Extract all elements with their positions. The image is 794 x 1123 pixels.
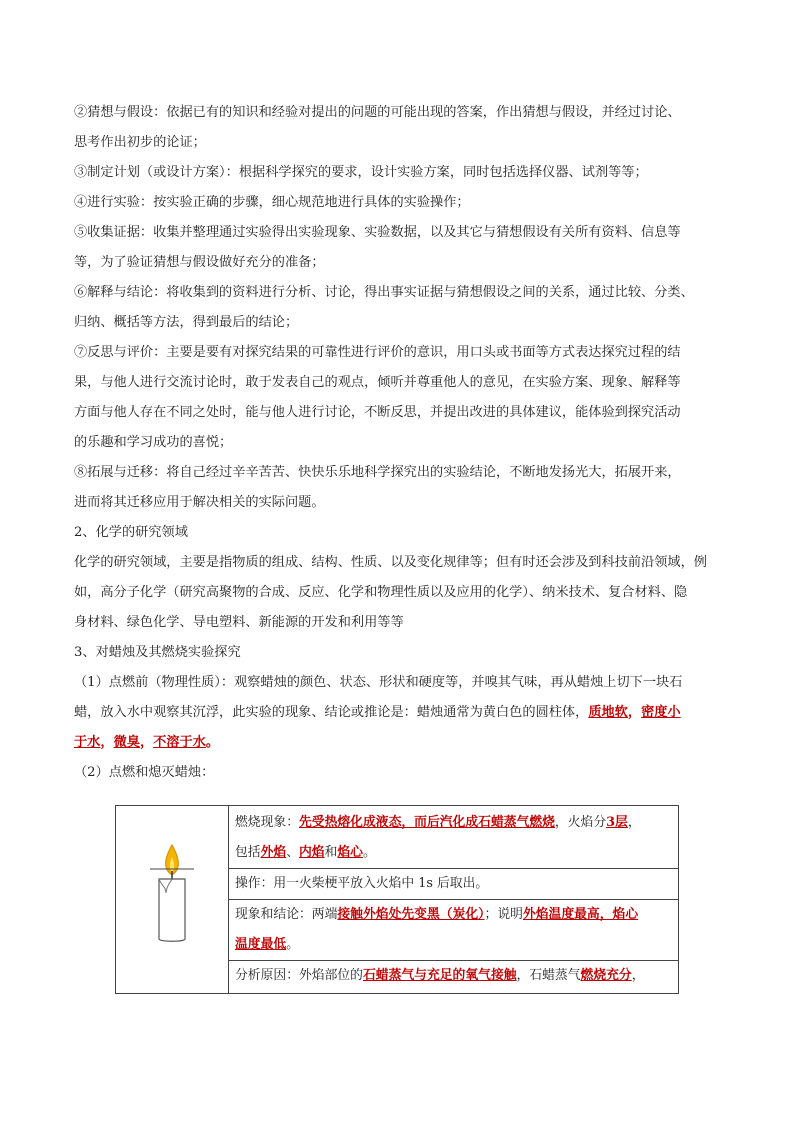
para-extend-2: 进而将其迁移应用于解决相关的实际问题。 [74, 495, 325, 510]
section-3-heading: 3、对蜡烛及其燃烧实验探究 [74, 645, 241, 660]
comma: ， [100, 735, 114, 750]
candle-observation-cell [229, 806, 679, 994]
answer-layers: 3层 [606, 815, 628, 830]
answer-smell: 微臭 [113, 735, 140, 750]
text: 。 [286, 937, 299, 952]
para-hypothesis-1: ②猜想与假设：依据已有的知识和经验对提出的问题的可能出现的答案，作出猜想与假设，并经过讨论、 [74, 105, 681, 120]
answer-inner-flame: 内焰 [298, 845, 325, 860]
para-plan: ③制定计划（或设计方案）：根据科学探究的要求，设计实验方案，同时包括选择仪器、试剂等等； [74, 165, 648, 180]
para-hypothesis-2: 思考作出初步的论证； [74, 135, 206, 150]
comma: ， [627, 705, 642, 720]
answer-density-b: 于水 [74, 735, 101, 750]
candle-image-cell [116, 806, 229, 994]
para-evidence-1: ⑤收集证据：收集并整理通过实验得出实验现象、实验数据，以及其它与猜想假设有关所有资料、信息等 [74, 225, 681, 240]
answer-full-burn: 燃烧充分 [580, 968, 632, 983]
sub-1-line-1: （1）点燃前（物理性质）：观察蜡烛的颜色、状态、形状和硬度等，并嗅其气味，再从蜡烛上切下一块石 [74, 675, 683, 690]
answer-outer-flame: 外焰 [260, 845, 287, 860]
candle-icon [142, 839, 202, 949]
text: 操作：用一火柴梗平放入火焰中 1s 后取出。 [235, 876, 489, 891]
sub-2-heading: （2）点燃和熄灭蜡烛： [74, 765, 215, 780]
section-2-line-3: 身材料、绿色化学、导电塑料、新能源的开发和利用等等 [74, 615, 404, 630]
text: ；说明 [484, 907, 523, 922]
section-2-line-1: 化学的研究领域，主要是指物质的组成、结构、性质、以及变化规律等；但有时还会涉及到科技前沿领域，例 [74, 555, 707, 570]
text: ，火焰分 [554, 815, 607, 830]
answer-char: 接触外焰处先变黑（炭化） [337, 907, 485, 922]
label: 现象和结论：两端 [235, 907, 338, 922]
label: 燃烧现象： [235, 815, 299, 830]
comma: ， [139, 735, 154, 750]
sub-1-text: 蜡，放入水中观察其沉浮，此实验的现象、结论或推论是：蜡烛通常为黄白色的圆柱体， [74, 705, 589, 720]
answer-density-a: 密度小 [641, 705, 681, 720]
text: 。 [362, 845, 376, 860]
label: 分析原因：外焰部位的 [235, 968, 363, 983]
answer-temp-b: 温度最低 [235, 937, 287, 952]
text: ， [631, 968, 645, 983]
text: ， [627, 815, 641, 830]
para-reflect-4: 的乐趣和学习成功的喜悦； [74, 435, 233, 450]
para-reflect-1: ⑦反思与评价：主要是要有对探究结果的可靠性进行评价的意识，用口头或书面等方式表达探究过程的结 [74, 345, 681, 360]
para-evidence-2: 等，为了验证猜想与假设做好充分的准备； [74, 255, 325, 270]
para-reflect-3: 方面与他人存在不同之处时，能与他人进行讨论，不断反思，并提出改进的具体建议，能体验到探究活动 [74, 405, 681, 420]
answer-flame-core: 焰心 [337, 845, 363, 860]
period: 。 [205, 735, 220, 750]
text: 和 [324, 845, 338, 860]
para-extend-1: ⑧拓展与迁移：将自己经过辛辛苦苦、快快乐乐地科学探究出的实验结论，不断地发扬光大，拓展开来， [74, 465, 681, 480]
answer-melt: 先受热熔化成液态，而后汽化成石蜡蒸气燃烧 [298, 815, 555, 830]
row-analysis [229, 961, 678, 991]
answer-oxygen: 石蜡蒸气与充足的氧气接触 [362, 968, 517, 983]
para-experiment: ④进行实验：按实验正确的步骤，细心规范地进行具体的实验操作； [74, 195, 470, 210]
text: 包括 [235, 845, 261, 860]
row-operation [229, 869, 678, 900]
answer-soft: 质地软 [588, 705, 628, 720]
para-reflect-2: 果，与他人进行交流讨论时，敢于发表自己的观点，倾听并尊重他人的意见，在实验方案、现象、解释等 [74, 375, 681, 390]
row-combustion [229, 808, 678, 869]
document-body [74, 98, 724, 788]
sub-1-line-3 [74, 728, 724, 758]
section-2-heading: 2、化学的研究领域 [74, 525, 188, 540]
para-explain-1: ⑥解释与结论：将收集到的资料进行分析、讨论，得出事实证据与猜想假设之间的关系，通过比较、分类、 [74, 285, 694, 300]
text: ，石蜡蒸气 [516, 968, 581, 983]
candle-table [115, 805, 679, 994]
text: 、 [286, 845, 299, 860]
row-conclusion [229, 900, 678, 961]
sub-1-line-2 [74, 698, 724, 728]
section-2-line-2: 如，高分子化学（研究高聚物的合成、反应、化学和物理性质以及应用的化学）、纳米技术、复合材料、隐 [74, 585, 688, 600]
answer-temp-a: 外焰温度最高，焰心 [522, 907, 639, 922]
answer-insoluble: 不溶于水 [153, 735, 206, 750]
para-explain-2: 归纳、概括等方法，得到最后的结论； [74, 315, 299, 330]
